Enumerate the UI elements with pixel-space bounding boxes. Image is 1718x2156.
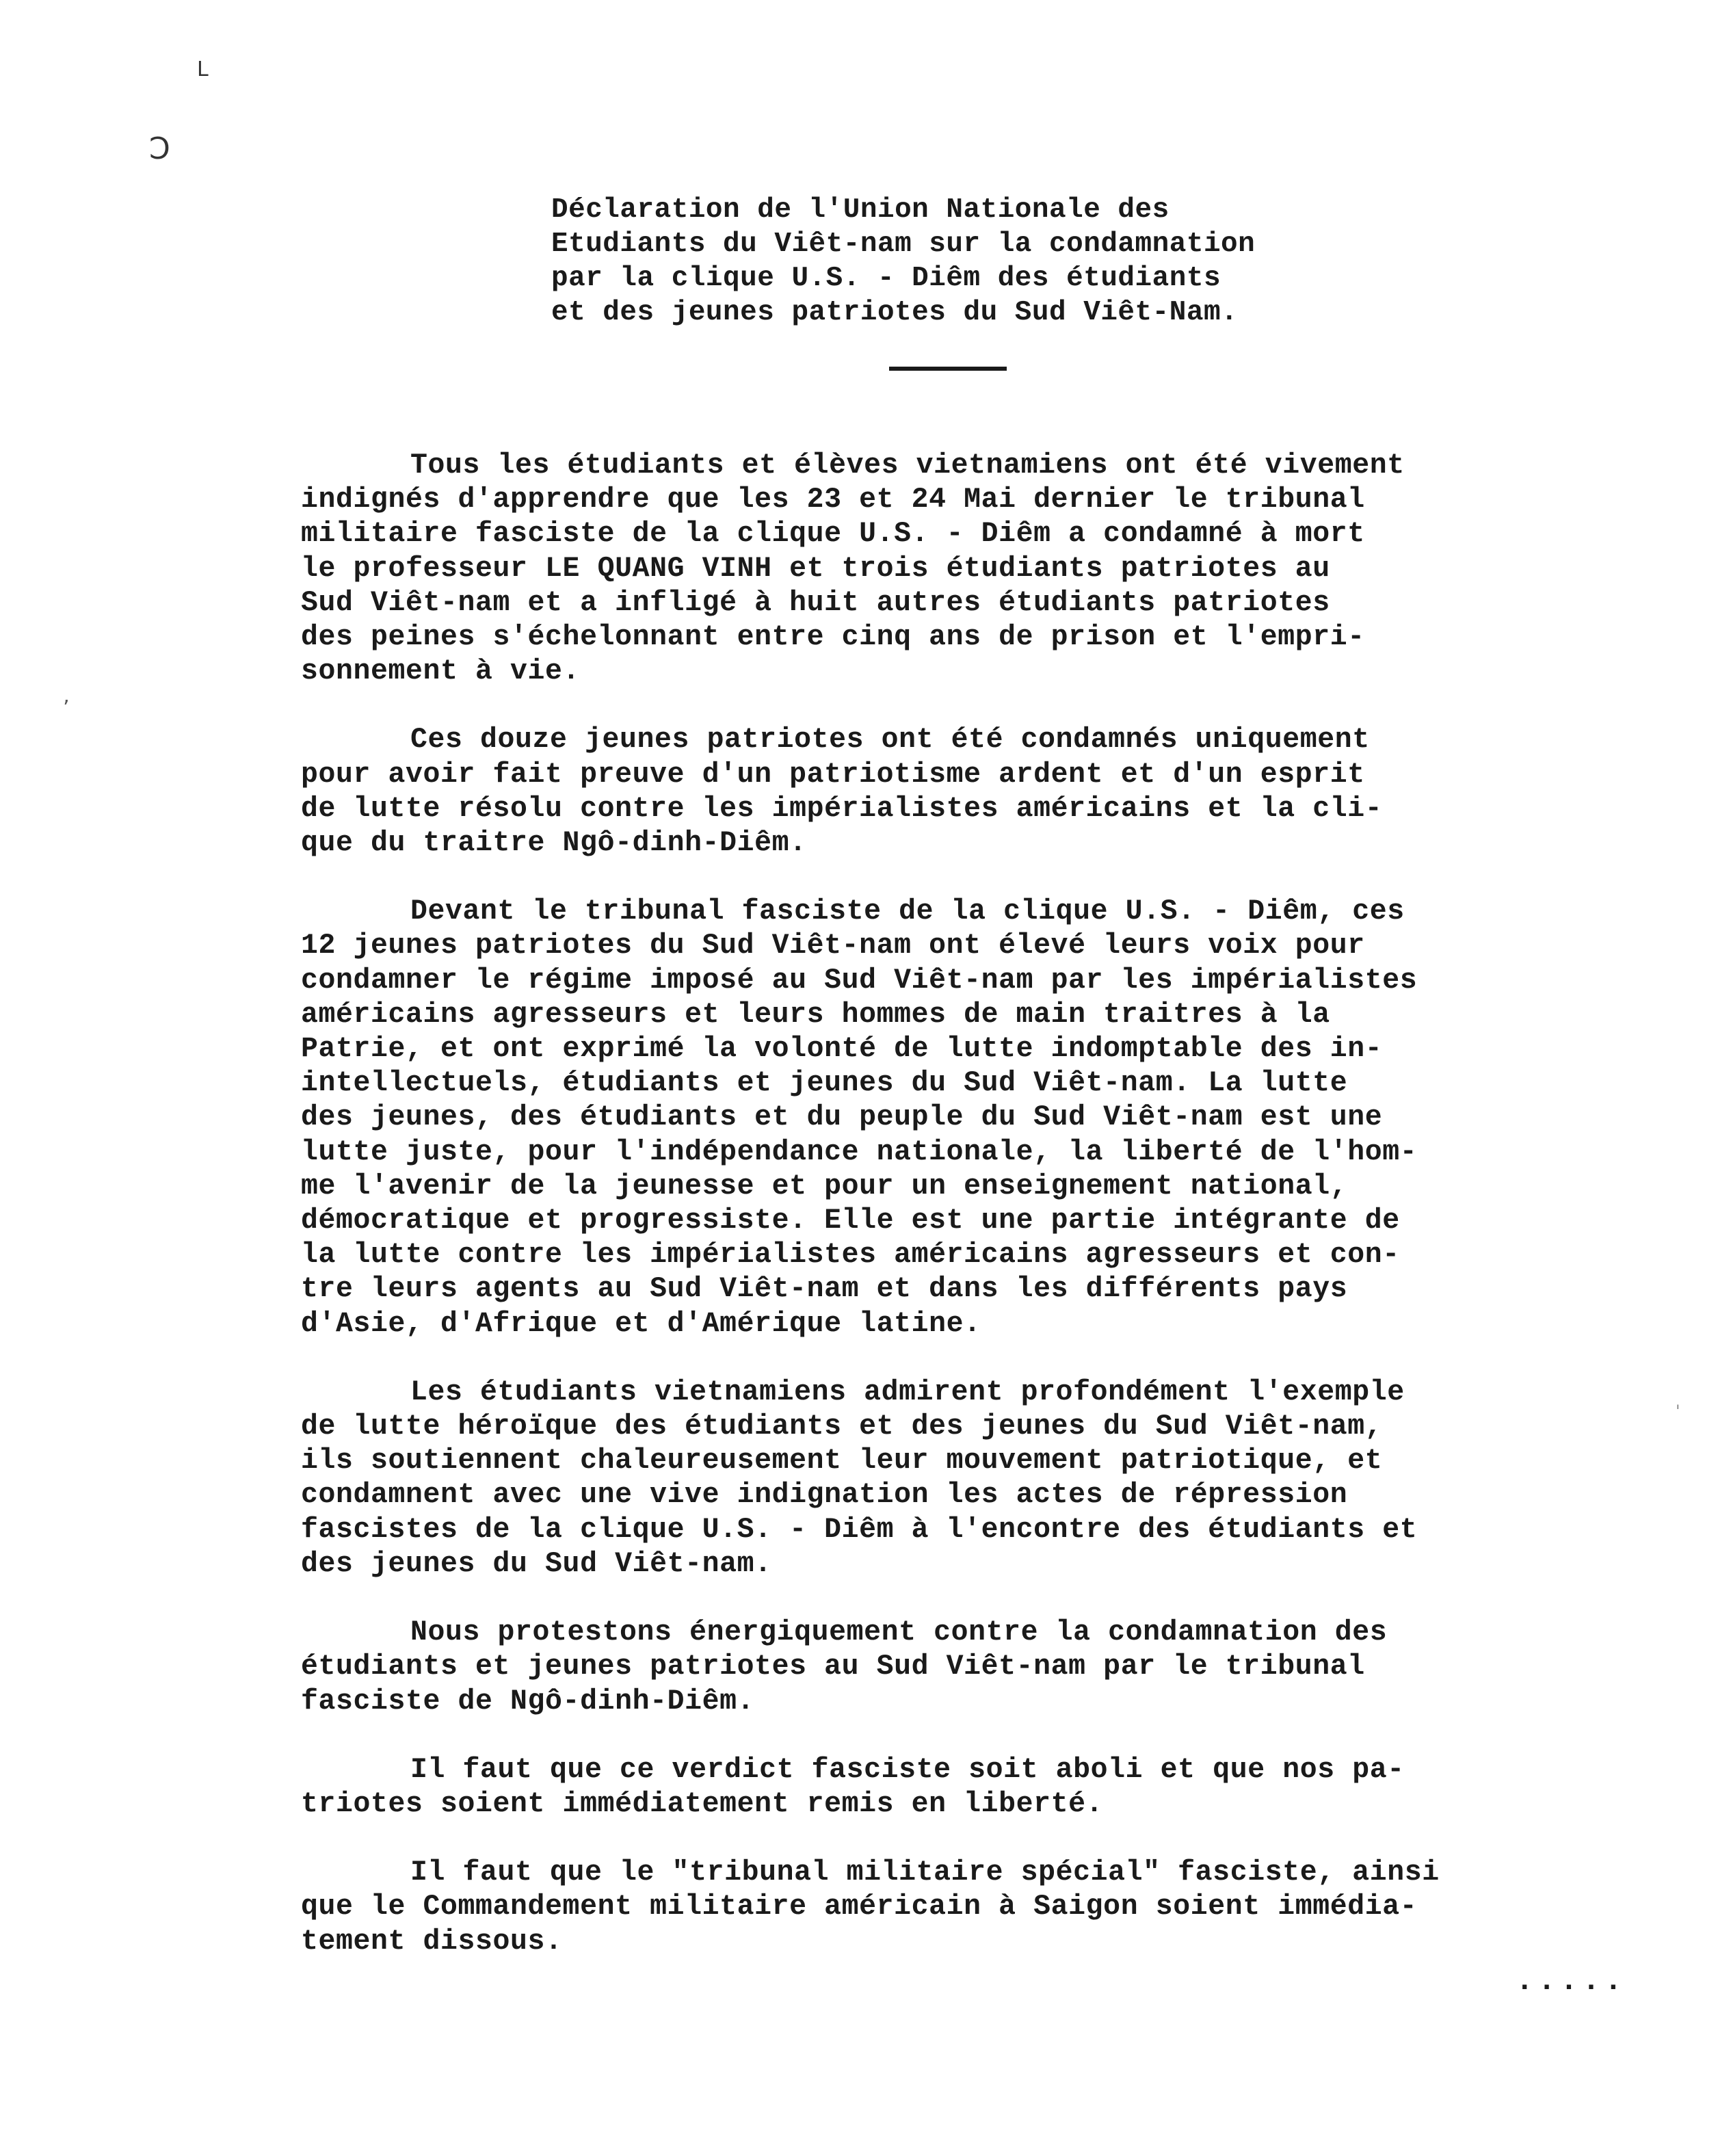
paragraph	[301, 449, 1655, 689]
text-line: Nous protestons énergiquement contre la condamnation des	[410, 1616, 1388, 1649]
text-line: condamner le régime imposé au Sud Viêt-nam par les impérialistes	[301, 964, 1418, 997]
text-line: triotes soient immédiatement remis en liberté.	[301, 1787, 1104, 1820]
text-line: étudiants et jeunes patriotes au Sud Viêt-nam par le tribunal	[301, 1651, 1365, 1683]
text-line: Devant le tribunal fasciste de la clique U.S. - Diêm, ces	[410, 895, 1405, 928]
continuation-dots: .....	[1516, 1964, 1627, 1999]
text-line: me l'avenir de la jeunesse et pour un enseignement national,	[301, 1170, 1348, 1202]
text-line: Patrie, et ont exprimé la volonté de lutte indomptable des in-	[301, 1033, 1383, 1066]
text-line: démocratique et progressiste. Elle est une partie intégrante de	[301, 1205, 1400, 1237]
margin-mark: ʼ	[63, 696, 70, 720]
text-line: d'Asie, d'Afrique et d'Amérique latine.	[301, 1307, 981, 1340]
text-line: lutte juste, pour l'indépendance nationale, la liberté de l'hom-	[301, 1135, 1418, 1168]
text-line: tement dissous.	[301, 1925, 563, 1958]
text-line: tre leurs agents au Sud Viêt-nam et dans les différents pays	[301, 1273, 1348, 1306]
margin-mark: Ͻ	[149, 131, 170, 166]
text-line: Les étudiants vietnamiens admirent profondément l'exemple	[410, 1376, 1405, 1408]
text-line: sonnement à vie.	[301, 655, 581, 688]
title-line: Déclaration de l'Union Nationale des	[551, 194, 1169, 226]
text-line: Tous les étudiants et élèves vietnamiens ont été vivement	[410, 449, 1405, 482]
text-line: la lutte contre les impérialistes américains agresseurs et con-	[301, 1239, 1400, 1272]
text-line: des jeunes, des étudiants et du peuple du Sud Viêt-nam est une	[301, 1101, 1383, 1134]
paragraph	[301, 1616, 1655, 1719]
text-line: des peines s'échelonnant entre cinq ans de prison et l'empri-	[301, 621, 1365, 654]
text-line: pour avoir fait preuve d'un patriotisme ardent et d'un esprit	[301, 758, 1365, 791]
text-line: Ces douze jeunes patriotes ont été condamnés uniquement	[410, 724, 1370, 757]
text-line: intellectuels, étudiants et jeunes du Sud Viêt-nam. La lutte	[301, 1067, 1348, 1100]
paragraph	[301, 1376, 1655, 1581]
text-line: Sud Viêt-nam et a infligé à huit autres étudiants patriotes	[301, 586, 1330, 619]
text-line: ils soutiennent chaleureusement leur mouvement patriotique, et	[301, 1445, 1383, 1477]
text-line: condamnent avec une vive indignation les actes de répression	[301, 1479, 1348, 1512]
paragraph	[301, 895, 1655, 1341]
text-line: que du traitre Ngô-dinh-Diêm.	[301, 827, 807, 860]
text-line: américains agresseurs et leurs hommes de main traitres à la	[301, 998, 1330, 1031]
title-line: Etudiants du Viêt-nam sur la condamnation	[551, 228, 1256, 260]
text-line: indignés d'apprendre que les 23 et 24 Mai dernier le tribunal	[301, 484, 1365, 516]
paragraph	[301, 1753, 1655, 1822]
title-line: par la clique U.S. - Diêm des étudiants	[551, 263, 1221, 294]
text-line: de lutte héroïque des étudiants et des jeunes du Sud Viêt-nam,	[301, 1410, 1383, 1443]
text-line: que le Commandement militaire américain à Saigon soient immédia-	[301, 1891, 1418, 1923]
text-line: Il faut que ce verdict fasciste soit aboli et que nos pa-	[410, 1753, 1405, 1786]
text-line: le professeur LE QUANG VINH et trois étudiants patriotes au	[301, 552, 1330, 585]
text-line: fasciste de Ngô-dinh-Diêm.	[301, 1685, 755, 1718]
margin-mark: ᒪ	[197, 57, 209, 81]
text-line: Il faut que le "tribunal militaire spécial" fasciste, ainsi	[410, 1856, 1440, 1889]
paragraph	[301, 1856, 1655, 1959]
text-line: militaire fasciste de la clique U.S. - Diêm a condamné à mort	[301, 518, 1365, 551]
title-line: et des jeunes patriotes du Sud Viêt-Nam.	[551, 297, 1239, 328]
margin-mark: ˈ	[1676, 1402, 1680, 1421]
paragraph	[301, 723, 1655, 860]
text-line: 12 jeunes patriotes du Sud Viêt-nam ont élevé leurs voix pour	[301, 930, 1365, 962]
text-line: de lutte résolu contre les impérialistes américains et la cli-	[301, 792, 1383, 825]
text-line: des jeunes du Sud Viêt-nam.	[301, 1547, 772, 1580]
document-title	[551, 193, 1440, 330]
document-body	[301, 449, 1655, 1993]
text-line: fascistes de la clique U.S. - Diêm à l'encontre des étudiants et	[301, 1513, 1418, 1546]
title-underline-divider	[889, 367, 1007, 371]
